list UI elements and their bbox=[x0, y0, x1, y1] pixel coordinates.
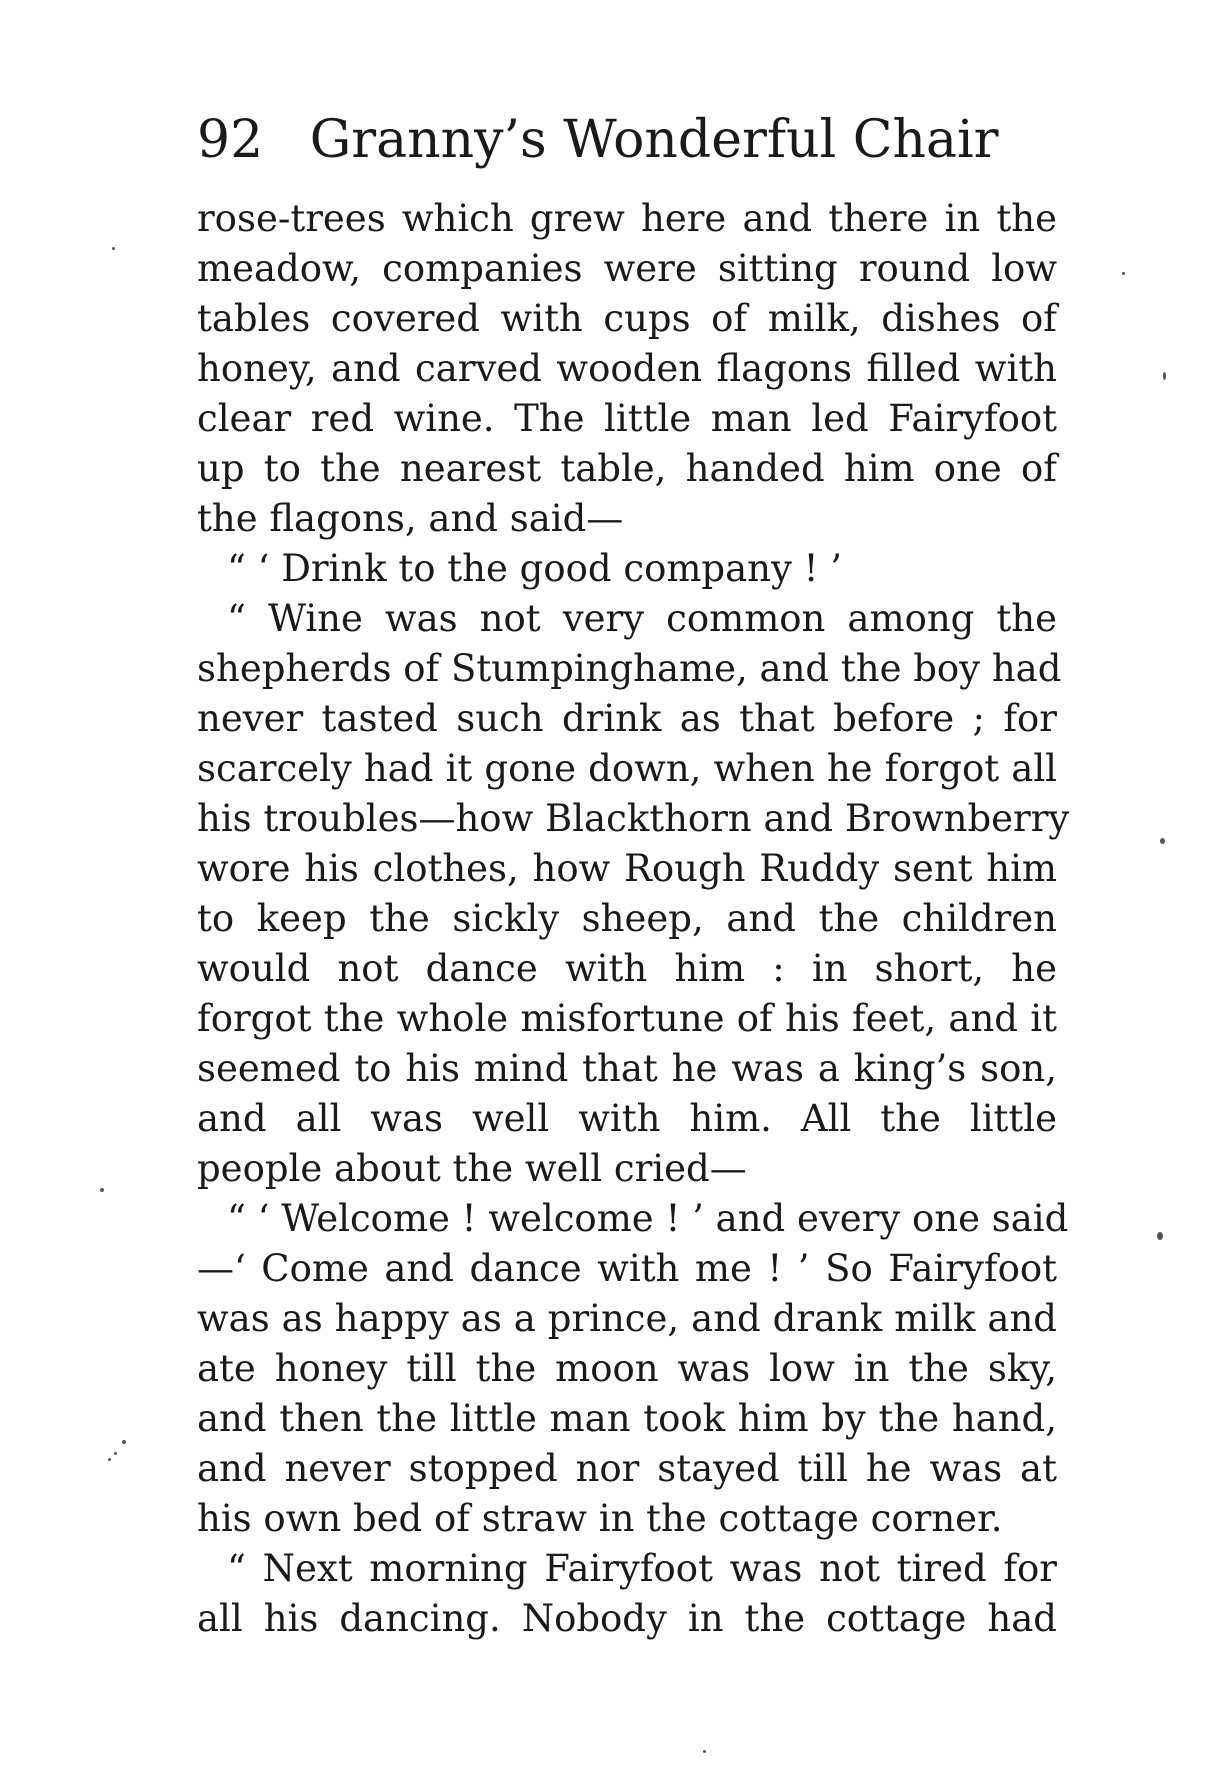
text-line: rose-trees which grew here and there in the bbox=[197, 197, 1057, 240]
text-line: ate honey till the moon was low in the sky, bbox=[197, 1347, 1057, 1390]
text-line: his own bed of straw in the cottage corner. bbox=[197, 1497, 1003, 1540]
text-line: to keep the sickly sheep, and the children bbox=[197, 897, 1057, 940]
text-line: and then the little man took him by the hand, bbox=[197, 1397, 1057, 1440]
text-line: meadow, companies were sitting round low bbox=[197, 247, 1057, 290]
scan-speck bbox=[1122, 272, 1125, 275]
text-line: tables covered with cups of milk, dishes of bbox=[197, 297, 1057, 340]
scan-speck bbox=[122, 1440, 126, 1444]
scan-speck bbox=[1160, 838, 1165, 844]
text-line: people about the well cried— bbox=[197, 1147, 747, 1190]
scan-speck bbox=[114, 1452, 117, 1455]
text-line: never tasted such drink as that before ; for bbox=[197, 697, 1057, 740]
scan-speck bbox=[100, 1188, 104, 1192]
text-line: wore his clothes, how Rough Ruddy sent him bbox=[197, 847, 1057, 890]
text-line: “ Wine was not very common among the bbox=[227, 597, 1057, 640]
text-line: “ Next morning Fairyfoot was not tired for bbox=[227, 1547, 1057, 1590]
text-line: up to the nearest table, handed him one of bbox=[197, 447, 1057, 490]
text-line: forgot the whole misfortune of his feet, and it bbox=[197, 997, 1057, 1040]
scan-speck bbox=[108, 1458, 111, 1461]
scan-speck bbox=[112, 247, 115, 250]
page-header bbox=[197, 100, 1057, 180]
text-line: “ ‘ Drink to the good company ! ’ bbox=[227, 547, 843, 590]
text-line: and never stopped nor stayed till he was at bbox=[197, 1447, 1057, 1490]
text-line: was as happy as a prince, and drank milk and bbox=[197, 1297, 1057, 1340]
text-line: all his dancing. Nobody in the cottage had bbox=[197, 1597, 1057, 1640]
text-line: scarcely had it gone down, when he forgot all bbox=[197, 747, 1057, 790]
scan-speck bbox=[703, 1750, 706, 1753]
text-line: “ ‘ Welcome ! welcome ! ’ and every one said bbox=[227, 1197, 1069, 1240]
body-text bbox=[197, 194, 1070, 1644]
running-title: Granny’s Wonderful Chair bbox=[309, 110, 999, 170]
text-line: honey, and carved wooden flagons filled with bbox=[197, 347, 1057, 390]
text-line: clear red wine. The little man led Fairyfoot bbox=[197, 397, 1057, 440]
scan-speck bbox=[1157, 1232, 1163, 1240]
text-line: the flagons, and said— bbox=[197, 497, 624, 540]
scan-speck bbox=[1163, 372, 1166, 380]
text-line: and all was well with him. All the little bbox=[197, 1097, 1057, 1140]
text-line: shepherds of Stumpinghame, and the boy had bbox=[197, 647, 1062, 690]
text-line: would not dance with him : in short, he bbox=[197, 947, 1057, 990]
text-line: —‘ Come and dance with me ! ’ So Fairyfoot bbox=[197, 1247, 1057, 1290]
text-line: seemed to his mind that he was a king’s son, bbox=[197, 1047, 1057, 1090]
text-line: his troubles—how Blackthorn and Brownberry bbox=[197, 797, 1070, 840]
page-number: 92 bbox=[197, 110, 264, 170]
